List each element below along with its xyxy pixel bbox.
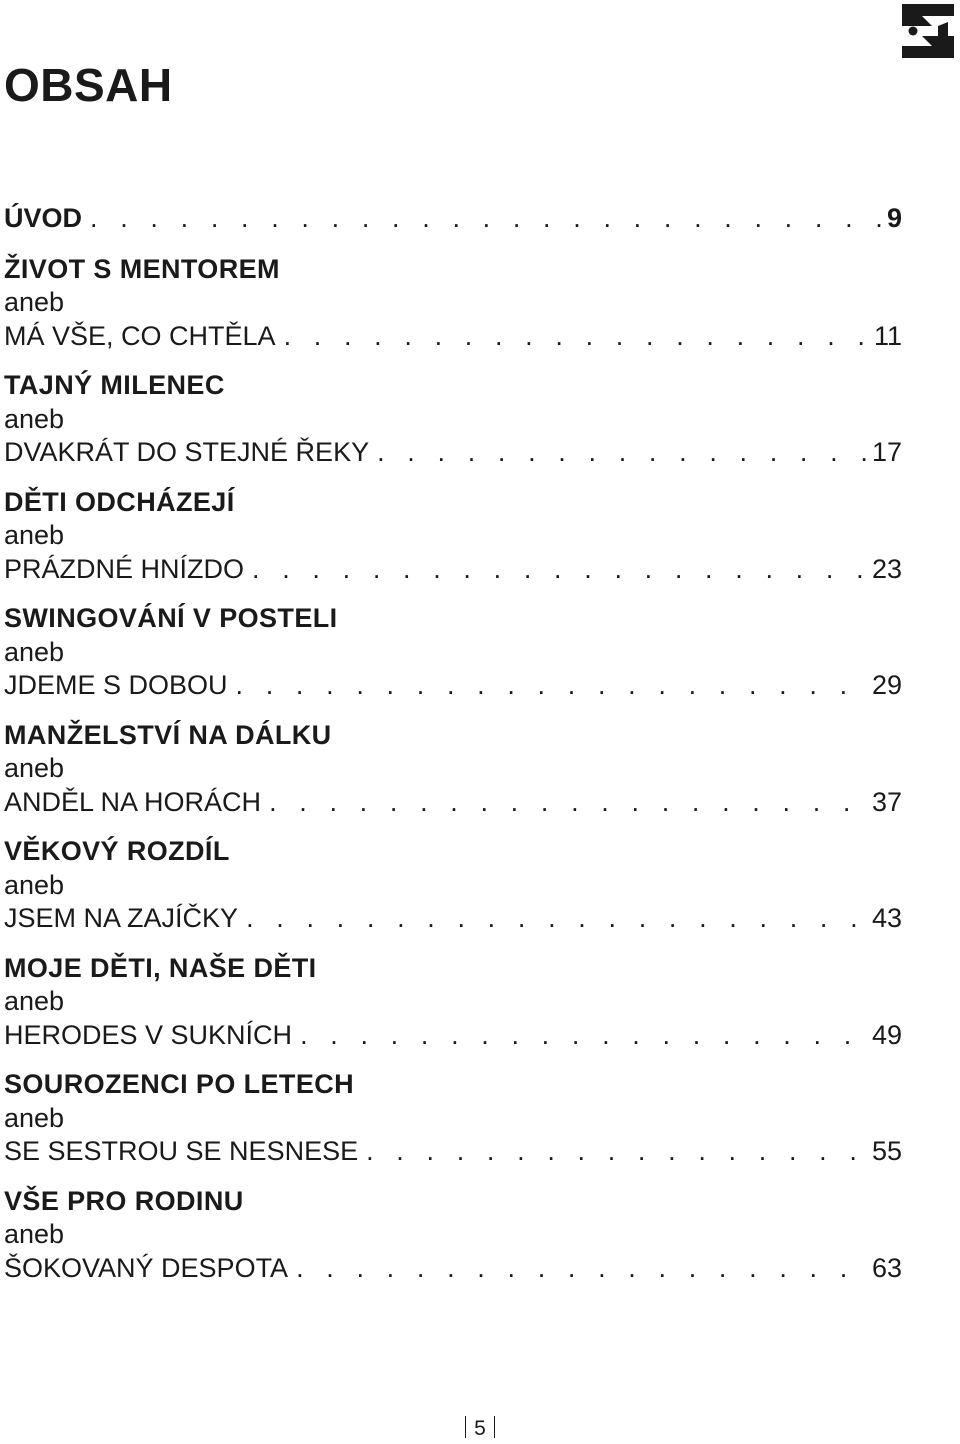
toc-entry-subtitle: HERODES V SUKNÍCH bbox=[4, 1019, 293, 1050]
toc-entry[interactable] bbox=[4, 835, 902, 936]
toc-entry-title: ÚVOD bbox=[4, 203, 83, 233]
toc-page-number: 23 bbox=[871, 553, 902, 584]
dot-leader bbox=[284, 320, 868, 354]
toc-entry-subtitle: PRÁZDNÉ HNÍZDO bbox=[4, 553, 245, 584]
toc-page-number: 9 bbox=[886, 203, 902, 233]
dot-leader bbox=[252, 553, 866, 587]
toc-entry[interactable] bbox=[4, 952, 902, 1053]
toc-connector: aneb bbox=[4, 1219, 65, 1249]
toc-entry-subtitle: ANDĚL NA HORÁCH bbox=[4, 786, 262, 817]
toc-entry-subtitle: JDEME S DOBOU bbox=[4, 670, 228, 700]
page-number: 5 bbox=[474, 1417, 486, 1440]
toc-page-number: 49 bbox=[871, 1019, 902, 1050]
toc-entry-title: ŽIVOT S MENTOREM bbox=[4, 253, 280, 284]
toc-connector: aneb bbox=[4, 753, 65, 783]
dot-leader bbox=[377, 436, 866, 470]
toc-connector: aneb bbox=[4, 869, 65, 900]
page-footer bbox=[0, 1416, 960, 1442]
toc-page-number: 29 bbox=[871, 670, 902, 700]
dot-leader bbox=[300, 1019, 866, 1053]
page-title: OBSAH bbox=[4, 59, 173, 111]
toc-entry-title: TAJNÝ MILENEC bbox=[4, 370, 225, 400]
dot-leader bbox=[366, 1135, 866, 1169]
dot-leader bbox=[90, 202, 881, 236]
dot-leader bbox=[269, 786, 866, 820]
toc-page-number: 37 bbox=[871, 786, 902, 817]
toc-connector: aneb bbox=[4, 403, 65, 434]
toc-page-number: 43 bbox=[871, 903, 902, 933]
toc-entry-title: DĚTI ODCHÁZEJÍ bbox=[4, 486, 235, 517]
folio-divider bbox=[465, 1416, 466, 1438]
toc-entry-subtitle: ŠOKOVANÝ DESPOTA bbox=[4, 1252, 289, 1283]
toc-entry-intro[interactable] bbox=[4, 202, 902, 236]
toc-entry[interactable] bbox=[4, 369, 902, 470]
table-of-contents bbox=[4, 202, 902, 1301]
toc-entry-subtitle: MÁ VŠE, CO CHTĚLA bbox=[4, 320, 276, 351]
dot-leader bbox=[246, 902, 866, 936]
folio-divider bbox=[494, 1416, 495, 1438]
toc-page-number: 17 bbox=[871, 437, 902, 467]
toc-entry[interactable] bbox=[4, 1185, 902, 1286]
toc-entry-title: VŠE PRO RODINU bbox=[4, 1185, 244, 1216]
toc-connector: aneb bbox=[4, 287, 65, 317]
toc-entry-title: SOUROZENCI PO LETECH bbox=[4, 1069, 355, 1099]
toc-page-number: 63 bbox=[871, 1252, 902, 1283]
toc-entry-title: SWINGOVÁNÍ V POSTELI bbox=[4, 603, 338, 633]
toc-entry-subtitle: SE SESTROU SE NESNESE bbox=[4, 1136, 359, 1166]
toc-entry[interactable] bbox=[4, 719, 902, 820]
toc-entry[interactable] bbox=[4, 253, 902, 354]
toc-entry-subtitle: DVAKRÁT DO STEJNÉ ŘEKY bbox=[4, 437, 370, 467]
toc-entry[interactable] bbox=[4, 1068, 902, 1169]
publisher-logo-icon bbox=[902, 4, 954, 58]
toc-entry[interactable] bbox=[4, 602, 902, 703]
toc-page-number: 11 bbox=[873, 320, 902, 351]
toc-entry[interactable] bbox=[4, 486, 902, 587]
dot-leader bbox=[296, 1252, 866, 1286]
toc-connector: aneb bbox=[4, 1102, 65, 1133]
toc-entry-title: MOJE DĚTI, NAŠE DĚTI bbox=[4, 952, 317, 983]
toc-connector: aneb bbox=[4, 636, 65, 667]
toc-entry-title: VĚKOVÝ ROZDÍL bbox=[4, 836, 230, 866]
toc-page-number: 55 bbox=[871, 1136, 902, 1166]
toc-connector: aneb bbox=[4, 520, 65, 550]
dot-leader bbox=[236, 669, 866, 703]
toc-entry-title: MANŽELSTVÍ NA DÁLKU bbox=[4, 719, 332, 750]
toc-connector: aneb bbox=[4, 986, 65, 1016]
toc-entry-subtitle: JSEM NA ZAJÍČKY bbox=[4, 903, 239, 933]
